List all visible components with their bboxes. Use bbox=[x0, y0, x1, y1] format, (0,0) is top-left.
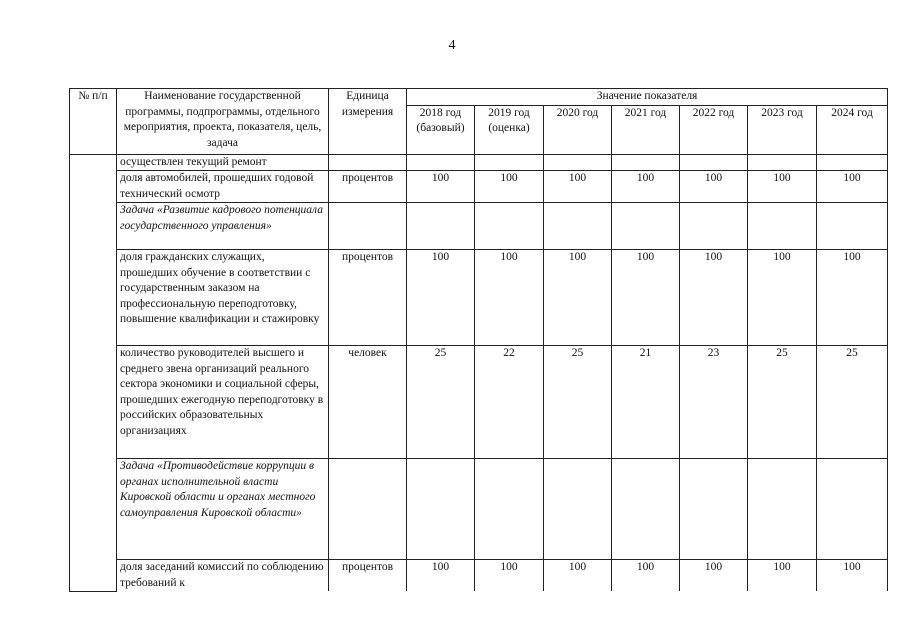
value-cell bbox=[748, 203, 817, 250]
header-name: Наименование государственной программы, подпрограммы, отдельного мероприятия, проекта, показателя, цель, задача bbox=[117, 89, 329, 155]
value-cell: 100 bbox=[475, 560, 544, 592]
value-cell bbox=[544, 203, 612, 250]
value-cell: 100 bbox=[680, 250, 748, 346]
value-cell bbox=[612, 459, 680, 560]
value-cell bbox=[475, 203, 544, 250]
value-cell: 100 bbox=[612, 560, 680, 592]
value-cell: 100 bbox=[817, 171, 888, 203]
header-year: 2020 год bbox=[544, 105, 612, 154]
indicator-name: доля автомобилей, прошедших годовой технический осмотр bbox=[117, 171, 329, 203]
value-cell bbox=[748, 154, 817, 171]
value-cell bbox=[817, 203, 888, 250]
value-cell bbox=[680, 459, 748, 560]
value-cell: 100 bbox=[544, 560, 612, 592]
value-cell: 100 bbox=[407, 250, 475, 346]
header-year: 2024 год bbox=[817, 105, 888, 154]
value-cell: 25 bbox=[817, 346, 888, 459]
value-cell: 100 bbox=[748, 560, 817, 592]
task-name: Задача «Противодействие коррупции в органах исполнительной власти Кировской области и органах местного самоуправления Кировской области» bbox=[117, 459, 329, 560]
unit-cell bbox=[329, 203, 407, 250]
value-cell: 100 bbox=[680, 171, 748, 203]
value-cell: 25 bbox=[748, 346, 817, 459]
unit-cell bbox=[329, 154, 407, 171]
value-cell bbox=[475, 154, 544, 171]
value-cell bbox=[612, 203, 680, 250]
value-cell: 100 bbox=[680, 560, 748, 592]
unit-cell: процентов bbox=[329, 250, 407, 346]
value-cell bbox=[680, 203, 748, 250]
indicator-name: осуществлен текущий ремонт bbox=[117, 154, 329, 171]
table-row bbox=[70, 171, 888, 203]
value-cell bbox=[817, 154, 888, 171]
value-cell: 100 bbox=[748, 250, 817, 346]
value-cell: 100 bbox=[612, 250, 680, 346]
value-cell bbox=[407, 203, 475, 250]
value-cell bbox=[544, 154, 612, 171]
value-cell bbox=[748, 459, 817, 560]
table-header-row bbox=[70, 89, 888, 106]
table-row bbox=[70, 250, 888, 346]
value-cell: 21 bbox=[612, 346, 680, 459]
indicator-name: доля заседаний комиссий по соблюдению требований к bbox=[117, 560, 329, 592]
value-cell: 100 bbox=[817, 250, 888, 346]
value-cell bbox=[680, 154, 748, 171]
value-cell bbox=[817, 459, 888, 560]
value-cell: 100 bbox=[544, 171, 612, 203]
indicator-name: доля гражданских служащих, прошедших обучение в соответствии с государственным заказом на профессиональную переподготовку, повышение квалификации и стажировку bbox=[117, 250, 329, 346]
value-cell: 25 bbox=[407, 346, 475, 459]
table-row bbox=[70, 459, 888, 560]
value-cell bbox=[407, 459, 475, 560]
value-cell: 25 bbox=[544, 346, 612, 459]
value-cell: 100 bbox=[407, 171, 475, 203]
header-year: 2023 год bbox=[748, 105, 817, 154]
task-name: Задача «Развитие кадрового потенциала государственного управления» bbox=[117, 203, 329, 250]
table-row bbox=[70, 154, 888, 171]
indicator-name: количество руководителей высшего и среднего звена организаций реального сектора экономики и социальной сферы, прошедших ежегодную переподготовку в российских образовательных организациях bbox=[117, 346, 329, 459]
unit-cell: человек bbox=[329, 346, 407, 459]
value-cell: 100 bbox=[748, 171, 817, 203]
value-cell: 100 bbox=[407, 560, 475, 592]
unit-cell bbox=[329, 459, 407, 560]
value-cell bbox=[544, 459, 612, 560]
table-row bbox=[70, 203, 888, 250]
table-row bbox=[70, 346, 888, 459]
header-year: 2022 год bbox=[680, 105, 748, 154]
value-cell: 23 bbox=[680, 346, 748, 459]
header-unit: Единица измерения bbox=[329, 89, 407, 155]
unit-cell: процентов bbox=[329, 560, 407, 592]
value-cell: 100 bbox=[612, 171, 680, 203]
indicators-table bbox=[69, 88, 888, 592]
page-number: 4 bbox=[448, 38, 456, 53]
table-row bbox=[70, 560, 888, 592]
value-cell bbox=[407, 154, 475, 171]
header-num: № п/п bbox=[70, 89, 117, 155]
header-year: 2021 год bbox=[612, 105, 680, 154]
header-values-group: Значение показателя bbox=[407, 89, 888, 106]
value-cell bbox=[475, 459, 544, 560]
unit-cell: процентов bbox=[329, 171, 407, 203]
value-cell: 100 bbox=[475, 171, 544, 203]
value-cell: 100 bbox=[817, 560, 888, 592]
value-cell: 100 bbox=[544, 250, 612, 346]
header-year: 2019 год (оценка) bbox=[475, 105, 544, 154]
value-cell: 100 bbox=[475, 250, 544, 346]
value-cell bbox=[612, 154, 680, 171]
header-year: 2018 год (базовый) bbox=[407, 105, 475, 154]
row-number-cell bbox=[70, 154, 117, 591]
value-cell: 22 bbox=[475, 346, 544, 459]
